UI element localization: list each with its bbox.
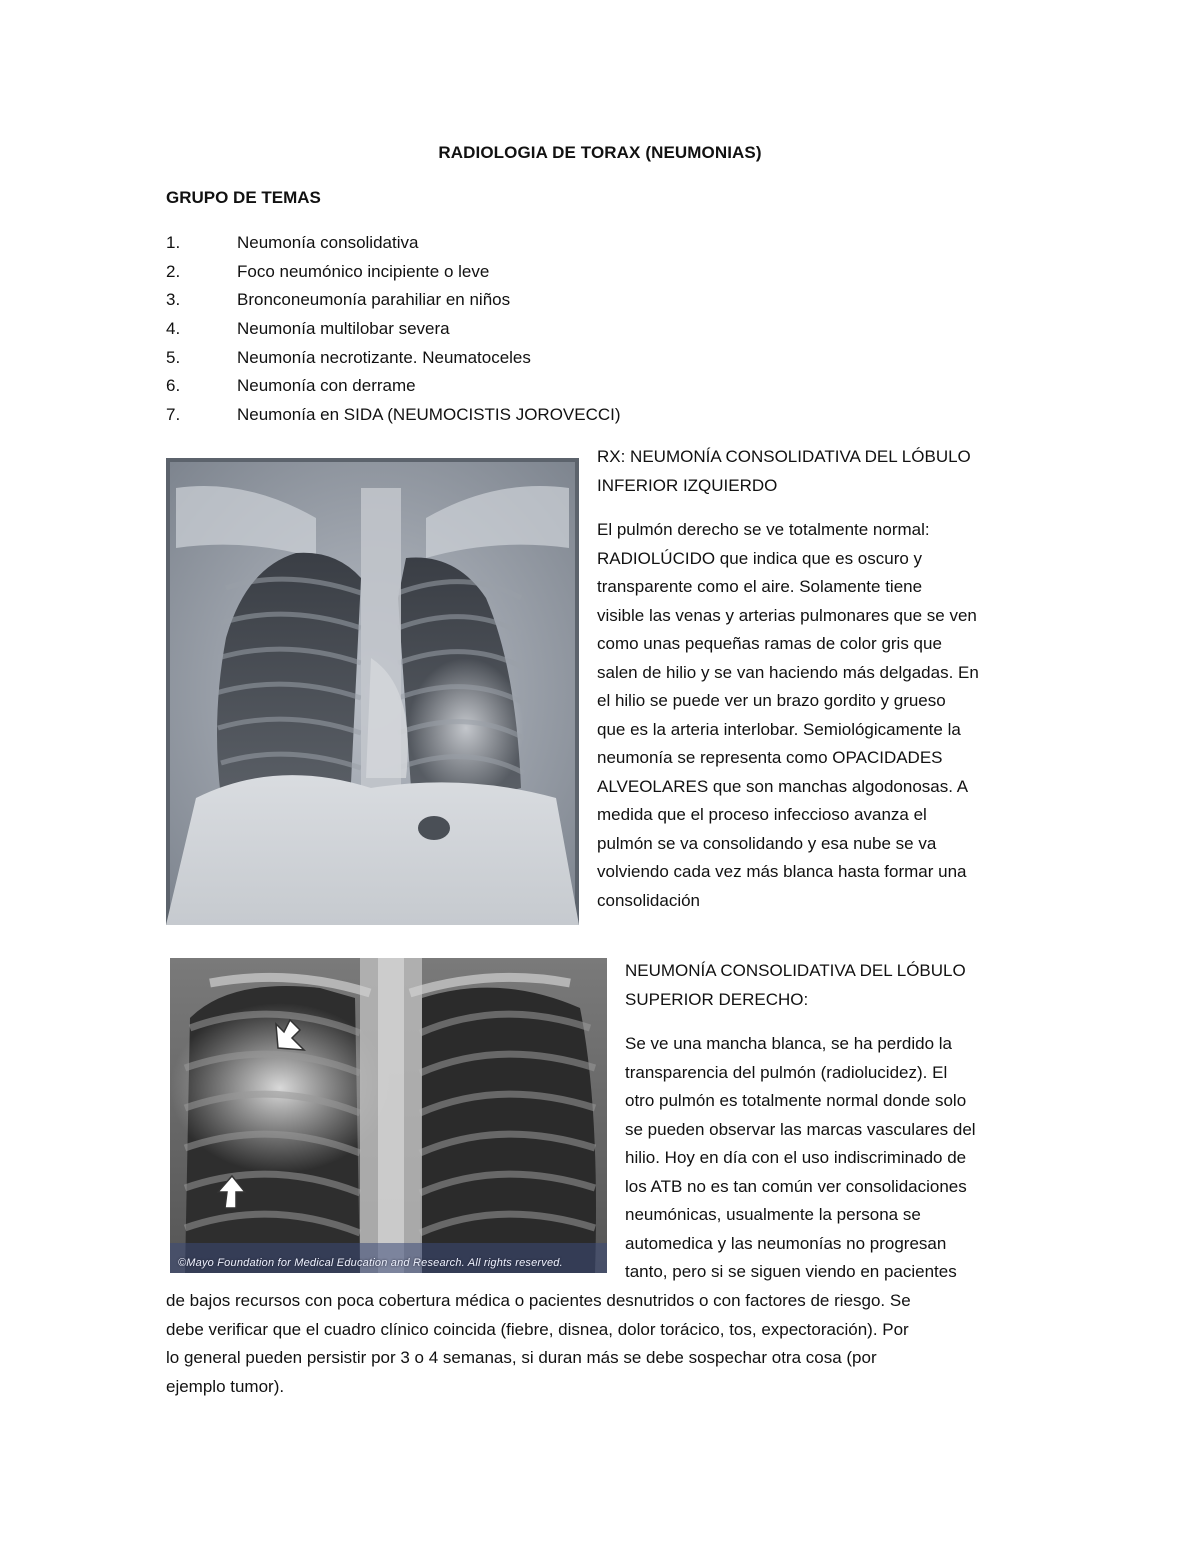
body-line: transparente como el aire. Solamente tiene	[597, 577, 923, 596]
body-line: hilio. Hoy en día con el uso indiscriminado de	[625, 1148, 967, 1167]
list-text: Neumonía multilobar severa	[237, 319, 450, 339]
list-number: 4.	[166, 319, 181, 339]
heading-line: RX: NEUMONÍA CONSOLIDATIVA DEL LÓBULO	[597, 447, 971, 466]
list-text: Neumonía necrotizante. Neumatoceles	[237, 347, 531, 367]
list-text: Neumonía con derrame	[237, 376, 416, 396]
list-item	[166, 372, 621, 401]
list-text: Bronconeumonía parahiliar en niños	[237, 290, 511, 310]
list-item	[166, 343, 621, 372]
body-line: Se ve una mancha blanca, se ha perdido la	[625, 1034, 953, 1053]
body-line: de bajos recursos con poca cobertura médica o pacientes desnutridos o con factores de riesgo. Se	[166, 1291, 911, 1310]
list-number: 6.	[166, 376, 181, 396]
body-line: pulmón se va consolidando y esa nube se va	[597, 833, 937, 853]
chest-xray-image-2	[170, 958, 607, 1273]
heading-line: SUPERIOR DERECHO:	[625, 989, 809, 1009]
section-2-body	[625, 1030, 1045, 1287]
body-line: El pulmón derecho se ve totalmente normal:	[597, 520, 930, 539]
document-title: RADIOLOGIA DE TORAX (NEUMONIAS)	[438, 143, 762, 162]
group-title: GRUPO DE TEMAS	[166, 188, 321, 207]
section-1-text	[597, 443, 1047, 915]
list-number: 5.	[166, 347, 181, 367]
body-line: como unas pequeñas ramas de color gris que	[597, 634, 942, 653]
list-item	[166, 401, 621, 430]
body-line: salen de hilio y se van haciendo más delgadas. En	[597, 662, 979, 682]
section-2-text	[625, 957, 1045, 1287]
xray-illustration	[170, 958, 607, 1273]
section-1-heading	[597, 443, 1047, 500]
body-line: los ATB no es tan común ver consolidaciones	[625, 1176, 967, 1196]
body-line: lo general pueden persistir por 3 o 4 semanas, si duran más se debe sospechar otra cosa (por	[166, 1348, 877, 1367]
body-line: visible las venas y arterias pulmonares que se ven	[597, 605, 977, 625]
image-copyright: ©Mayo Foundation for Medical Education and Research. All rights reserved.	[178, 1257, 563, 1269]
body-line: el hilio se puede ver un brazo gordito y grueso	[597, 691, 946, 710]
body-line: volviendo cada vez más blanca hasta formar una	[597, 862, 967, 881]
body-line: ejemplo tumor).	[166, 1376, 285, 1396]
heading-line: INFERIOR IZQUIERDO	[597, 475, 778, 495]
list-item	[166, 258, 621, 287]
body-line: debe verificar que el cuadro clínico coincida (fiebre, disnea, dolor torácico, tos, expectoración). Por	[166, 1319, 909, 1339]
section-2-continuation	[166, 1287, 1046, 1401]
body-line: tanto, pero si se siguen viendo en pacientes	[625, 1262, 957, 1281]
topic-list	[166, 229, 621, 429]
section-2-heading	[625, 957, 1045, 1014]
body-line: neumonía se representa como OPACIDADES	[597, 748, 943, 767]
list-number: 1.	[166, 233, 181, 253]
list-item	[166, 286, 621, 315]
heading-line: NEUMONÍA CONSOLIDATIVA DEL LÓBULO	[625, 961, 966, 980]
body-line: neumónicas, usualmente la persona se	[625, 1205, 921, 1224]
list-text: Neumonía en SIDA (NEUMOCISTIS JOROVECCI)	[237, 404, 621, 424]
body-line: consolidación	[597, 890, 701, 910]
list-text: Neumonía consolidativa	[237, 233, 419, 253]
section-1-body	[597, 516, 1047, 915]
body-line: transparencia del pulmón (radiolucidez). El	[625, 1062, 948, 1082]
list-number: 2.	[166, 261, 181, 281]
body-line: se pueden observar las marcas vasculares del	[625, 1119, 976, 1139]
body-line: automedica y las neumonías no progresan	[625, 1233, 947, 1253]
body-line: RADIOLÚCIDO que indica que es oscuro y	[597, 548, 923, 568]
body-line: que es la arteria interlobar. Semiológicamente la	[597, 719, 961, 739]
body-line: otro pulmón es totalmente normal donde solo	[625, 1091, 967, 1110]
xray-illustration	[166, 458, 579, 925]
body-line: medida que el proceso infeccioso avanza el	[597, 805, 927, 824]
chest-xray-image-1	[166, 458, 579, 925]
list-number: 7.	[166, 404, 181, 424]
list-text: Foco neumónico incipiente o leve	[237, 261, 490, 281]
list-item	[166, 229, 621, 258]
list-item	[166, 315, 621, 344]
list-number: 3.	[166, 290, 181, 310]
body-line: ALVEOLARES que son manchas algodonosas. A	[597, 776, 969, 796]
